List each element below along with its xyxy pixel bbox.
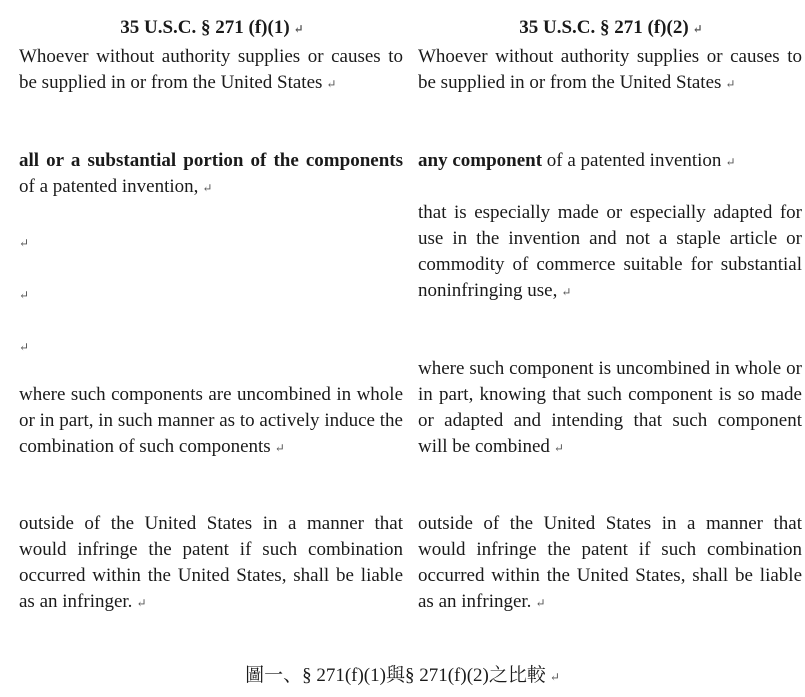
return-mark: ↵ [202,181,213,195]
return-mark: ↵ [692,22,703,36]
return-mark: ↵ [274,441,285,455]
return-mark: ↵ [293,22,304,36]
return-mark: ↵ [136,596,147,610]
return-mark: ↵ [725,77,736,91]
right-paragraph-4: where such component is uncombined in whole or in part, knowing that such component is so made or adapted and intending that such component will be combined ↵ [418,358,802,457]
right-paragraph-5: outside of the United States in a manner that would infringe the patent if such combination occurred within the United States, shall be liable as an infringer. ↵ [418,513,802,612]
return-mark: ↵ [549,670,560,684]
left-paragraph-1: Whoever without authority supplies or causes to be supplied in or from the United States ↵ [19,46,403,93]
empty-line-mark: ↵ [19,288,30,302]
left-paragraph-3: where such components are uncombined in whole or in part, in such manner as to actively induce the combination of such components ↵ [19,384,403,457]
return-mark: ↵ [535,596,546,610]
return-mark: ↵ [561,285,572,299]
empty-line-mark: ↵ [19,236,30,250]
return-mark: ↵ [553,441,564,455]
left-paragraph-4: outside of the United States in a manner that would infringe the patent if such combination occurred within the United States, shall be liable as an infringer. ↵ [19,513,403,612]
right-heading: 35 U.S.C. § 271 (f)(2) ↵ [519,17,703,38]
return-mark: ↵ [326,77,337,91]
empty-line-mark: ↵ [19,340,30,354]
right-paragraph-2: any component of a patented invention ↵ [418,150,736,171]
left-heading: 35 U.S.C. § 271 (f)(1) ↵ [120,17,304,38]
figure-caption: 圖一、§ 271(f)(1)與§ 271(f)(2)之比較 ↵ [245,665,560,686]
left-paragraph-2: all or a substantial portion of the components of a patented invention, ↵ [19,150,403,197]
right-paragraph-1: Whoever without authority supplies or causes to be supplied in or from the United States ↵ [418,46,802,93]
right-paragraph-3: that is especially made or especially adapted for use in the invention and not a staple article or commodity of commerce suitable for substantial noninfringing use, ↵ [418,202,802,301]
return-mark: ↵ [725,155,736,169]
